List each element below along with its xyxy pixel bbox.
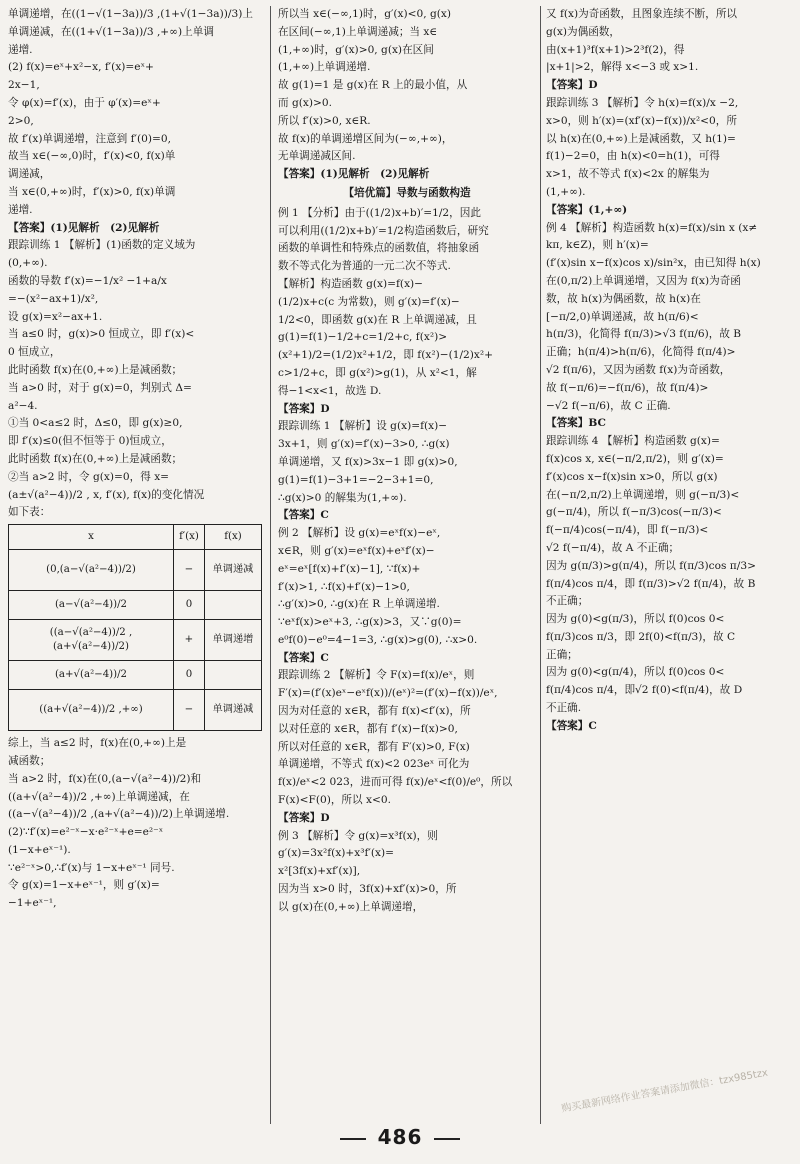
text-line: 当 x∈(0,+∞)时，f′(x)>0, f(x)单调: [8, 185, 176, 198]
text-line: 当 a≤0 时，g(x)>0 恒成立，即 f′(x)<: [8, 328, 195, 341]
text-line: h(π/3)，化简得 f(π/3)>√3 f(π/6)，故 B: [546, 328, 742, 341]
text-line: f′(x)cos x−f(x)sin x>0，所以 g(x): [546, 470, 718, 483]
text-line: 因为 g(0)<g(π/4)，所以 f(0)cos 0<: [546, 666, 725, 679]
column-middle: [278, 6, 536, 917]
text-line: g(−π/4)，所以 f(−π/3)cos(−π/3)<: [546, 506, 722, 519]
table-row: [9, 550, 262, 591]
text-line: (0,+∞).: [8, 257, 48, 270]
text-line: 【答案】D: [278, 811, 330, 824]
text-line: =−(x²−ax+1)/x²,: [8, 292, 99, 305]
table-row: [9, 591, 262, 620]
text-line: g(x)为偶函数，: [546, 25, 620, 38]
watermark: 购买最新网络作业答案请添加微信：tzx985tzx: [560, 1067, 769, 1115]
text-line: 故 g(1)=1 是 g(x)在 R 上的最小值，从: [278, 79, 468, 92]
text-line: 单调递减，在((1+√(1−3a))/3 ,+∞)上单调: [8, 25, 214, 38]
table-cell: (a−√(a²−4))/2: [9, 591, 174, 620]
text-line: ∵eˣf(x)>eˣ+3, ∴g(x)>3，又∵g(0)=: [278, 616, 462, 629]
text-line: 此时函数 f(x)在(0,+∞)上是减函数；: [8, 452, 183, 465]
text-line: F(x)<F(0)，所以 x<0.: [278, 794, 391, 807]
text-line: ∴g′(x)>0, ∴g(x)在 R 上单调递增.: [278, 598, 440, 611]
text-line: x∈R，则 g′(x)=eˣf(x)+eˣf′(x)−: [278, 544, 435, 557]
text-line: x>0，则 h′(x)=(xf′(x)−f(x))/x²<0，所: [546, 114, 737, 127]
text-line: 例 4 【解析】构造函数 h(x)=f(x)/sin x (x≠: [546, 221, 758, 234]
text-line: ∵e²⁻ˣ>0,∴f′(x)与 1−x+eˣ⁻¹ 同号.: [8, 861, 175, 874]
text-line: 所以当 x∈(−∞,1)时，g′(x)<0, g(x): [278, 8, 452, 20]
text-line: 递增.: [8, 203, 33, 216]
text-line: 无单调递减区间.: [278, 150, 356, 163]
table-row: [9, 661, 262, 690]
text-line: 所以 f′(x)>0, x∈R.: [278, 114, 371, 127]
text-line: c>1/2+c，即 g(x²)>g(1)，从 x²<1，解: [278, 366, 477, 379]
text-line: 可以利用((1/2)x+b)′=1/2构造函数后，研究: [278, 224, 489, 237]
text-line: 正确；: [546, 648, 578, 661]
text-line: (1−x+eˣ⁻¹).: [8, 843, 71, 856]
table-cell: +: [174, 620, 205, 661]
text-line: 得−1<x<1，故选 D.: [278, 384, 382, 397]
text-line: 故 f(x)的单调递增区间为(−∞,+∞)，: [278, 132, 453, 145]
text-line: 又 f(x)为奇函数，且图象连续不断，所以: [546, 8, 738, 20]
text-line: (x²+1)/2=(1/2)x²+1/2，即 f(x²)−(1/2)x²+: [278, 349, 494, 362]
text-line: (1,+∞)时，g′(x)>0, g(x)在区间: [278, 43, 434, 56]
text-line: 令 g(x)=1−x+eˣ⁻¹，则 g′(x)=: [8, 879, 160, 892]
text-line: eˣ=eˣ[f(x)+f′(x)−1], ∵f(x)+: [278, 562, 421, 575]
page-number: 486: [0, 1129, 800, 1146]
text-line: 2x−1,: [8, 79, 40, 92]
text-line: 如下表：: [8, 506, 51, 519]
table-row: [9, 690, 262, 731]
text-line: 不正确；: [546, 595, 589, 608]
text-line: −1+eˣ⁻¹,: [8, 897, 57, 910]
text-line: 函数的单调性和特殊点的函数值，将抽象函: [278, 242, 480, 255]
text-line: (2)∵f′(x)=e²⁻ˣ−x·e²⁻ˣ+e=e²⁻ˣ: [8, 826, 164, 839]
text-line: g′(x)=3x²f(x)+x³f′(x)=: [278, 847, 394, 860]
text-line: f(−π/4)cos(−π/4)，即 f(−π/3)<: [546, 524, 709, 537]
text-line: ((a−√(a²−4))/2 ,(a+√(a²−4))/2)上单调递增.: [8, 808, 230, 821]
table-cell: ((a−√(a²−4))/2 , (a+√(a²−4))/2): [9, 620, 174, 661]
text-line: 单调递增，又 f(x)>3x−1 即 g(x)>0,: [278, 455, 458, 468]
text-line: 【解析】构造函数 g(x)=f(x)−: [278, 277, 424, 290]
text-line: 函数的导数 f′(x)=−1/x² −1+a/x: [8, 274, 167, 287]
text-line: 不正确.: [546, 702, 582, 715]
text-line: 跟踪训练 2 【解析】令 F(x)=f(x)/eˣ，则: [278, 669, 475, 682]
text-line: 【答案】D: [278, 402, 330, 415]
text-line: 正确；h(π/4)>h(π/6)，化简得 f(π/4)>: [546, 346, 736, 359]
text-line: 当 a>2 时，f(x)在(0,(a−√(a²−4))/2)和: [8, 772, 202, 785]
text-line: 跟踪训练 3 【解析】令 h(x)=f(x)/x −2,: [546, 96, 739, 109]
column-divider: [270, 6, 271, 1124]
column-right: [546, 6, 792, 736]
text-line: ((a+√(a²−4))/2 ,+∞)上单调递减，在: [8, 790, 190, 803]
text-line: (a±√(a²−4))/2 , x, f′(x), f(x)的变化情况: [8, 488, 205, 501]
text-line: x>1，故不等式 f(x)<2x 的解集为: [546, 168, 710, 181]
text-line: 综上，当 a≤2 时，f(x)在(0,+∞)上是: [8, 737, 187, 750]
text-line: 例 2 【解析】设 g(x)=eˣf(x)−eˣ,: [278, 527, 441, 540]
text-line: 单调递增，在((1−√(1−3a))/3 ,(1+√(1−3a))/3)上: [8, 8, 253, 20]
table-cell: 单调递减: [204, 690, 261, 731]
text-line: ∴g(x)>0 的解集为(1,+∞).: [278, 491, 407, 504]
text-line: ②当 a>2 时，令 g(x)=0，得 x=: [8, 470, 170, 483]
text-line: 【答案】C: [278, 509, 329, 522]
text-line: 数不等式化为普通的一元二次不等式.: [278, 260, 451, 273]
text-line: x²[3f(x)+xf′(x)],: [278, 865, 361, 878]
table-cell: (0,(a−√(a²−4))/2): [9, 550, 174, 591]
table-header-cell: x: [9, 525, 174, 550]
text-line: 在区间(−∞,1)上单调递减；当 x∈: [278, 25, 438, 38]
text-line: 以对任意的 x∈R，都有 f′(x)−f(x)>0,: [278, 722, 458, 735]
text-line: 1/2<0，即函数 g(x)在 R 上单调递减，且: [278, 313, 477, 326]
text-line: 调递减，: [8, 168, 51, 181]
text-line: 以 g(x)在(0,+∞)上单调递增，: [278, 900, 424, 913]
text-line: 因为 g(0)<g(π/3)，所以 f(0)cos 0<: [546, 613, 725, 626]
text-line: 【答案】(1,+∞): [546, 203, 628, 216]
text-line: |x+1|>2，解得 x<−3 或 x>1.: [546, 61, 699, 74]
text-line: (1,+∞).: [546, 185, 586, 198]
table-cell: (a+√(a²−4))/2: [9, 661, 174, 690]
table-cell: ((a+√(a²−4))/2 ,+∞): [9, 690, 174, 731]
table-cell: 0: [174, 661, 205, 690]
text-line: 【答案】(1)见解析 (2)见解析: [8, 221, 160, 234]
text-line: 【答案】D: [546, 79, 598, 92]
text-line: f(1)−2=0，由 h(x)<0=h(1)，可得: [546, 150, 720, 163]
text-line: 例 1 【分析】由于((1/2)x+b)′=1/2，因此: [278, 206, 481, 219]
text-line: 因为当 x>0 时，3f(x)+xf′(x)>0，所: [278, 883, 457, 896]
text-line: f(x)/eˣ<2 023，进而可得 f(x)/eˣ<f(0)/e⁰，所以: [278, 776, 513, 789]
text-line: 3x+1，则 g′(x)=f′(x)−3>0, ∴g(x): [278, 438, 450, 451]
table-cell: [204, 661, 261, 690]
text-line: 跟踪训练 1 【解析】(1)函数的定义域为: [8, 239, 196, 252]
text-line: 因为对任意的 x∈R，都有 f(x)<f′(x)，所: [278, 705, 471, 718]
text-line: 递增.: [8, 43, 33, 56]
text-line: ①当 0<a≤2 时，Δ≤0，即 g(x)≥0,: [8, 417, 183, 430]
text-line: 跟踪训练 1 【解析】设 g(x)=f(x)−: [278, 420, 448, 433]
table-cell: [204, 591, 261, 620]
text-line: 【答案】BC: [546, 417, 606, 430]
text-line: kπ, k∈Z)，则 h′(x)=: [546, 239, 649, 252]
text-line: 2>0,: [8, 114, 34, 127]
text-line: (2) f(x)=eˣ+x²−x, f′(x)=eˣ+: [8, 61, 154, 74]
text-line: 设 g(x)=x²−ax+1.: [8, 310, 103, 323]
table-header-cell: f′(x): [174, 525, 205, 550]
text-line: 例 3 【解析】令 g(x)=x³f(x)，则: [278, 829, 438, 842]
text-line: g(1)=f(1)−3+1=−2−3+1=0,: [278, 473, 434, 486]
text-line: (f′(x)sin x−f(x)cos x)/sin²x，由已知得 h(x): [546, 257, 761, 270]
text-line: 即 f′(x)≤0(但不恒等于 0)恒成立，: [8, 435, 172, 448]
text-line: √2 f(π/6)，又因为函数 f(x)为奇函数，: [546, 363, 731, 376]
text-line: g(1)=f(1)−1/2+c=1/2+c, f(x²)>: [278, 331, 448, 344]
text-line: √2 f(−π/4)，故 A 不正确；: [546, 541, 680, 554]
table-cell: 0: [174, 591, 205, 620]
text-line: f′(x)>1, ∴f(x)+f′(x)−1>0,: [278, 580, 410, 593]
text-line: 【答案】(1)见解析 (2)见解析: [278, 168, 430, 181]
text-line: 此时函数 f(x)在(0,+∞)上是减函数；: [8, 363, 183, 376]
column-left: [8, 6, 266, 913]
table-cell: −: [174, 690, 205, 731]
text-line: 故 f′(x)单调递增，注意到 f′(0)=0,: [8, 132, 171, 145]
text-line: 在(0,π/2)上单调递增，又因为 f(x)为奇函: [546, 274, 741, 287]
table-cell: −: [174, 550, 205, 591]
text-line: f(x)cos x, x∈(−π/2,π/2)，则 g′(x)=: [546, 452, 724, 465]
text-line: F′(x)=(f′(x)eˣ−eˣf(x))/(eˣ)²=(f′(x)−f(x))/eˣ,: [278, 687, 498, 700]
text-line: 而 g(x)>0.: [278, 96, 332, 109]
text-line: (1,+∞)上单调递增.: [278, 61, 371, 74]
text-line: a²−4.: [8, 399, 38, 412]
variation-table: [8, 524, 262, 731]
text-line: 0 恒成立，: [8, 346, 61, 359]
text-line: e⁰f(0)−e⁰=4−1=3, ∴g(x)>g(0), ∴x>0.: [278, 633, 478, 646]
text-line: (1/2)x+c(c 为常数)，则 g′(x)=f′(x)−: [278, 295, 460, 308]
text-line: 因为 g(π/3)>g(π/4)，所以 f(π/3)cos π/3>: [546, 559, 756, 572]
text-line: 【答案】C: [278, 651, 329, 664]
text-line: 故 f(−π/6)=−f(π/6)，故 f(π/4)>: [546, 381, 709, 394]
section-title: 【培优篇】导数与函数构造: [343, 186, 471, 199]
text-line: 令 φ(x)=f′(x)，由于 φ′(x)=eˣ+: [8, 96, 161, 109]
text-line: −√2 f(−π/6)，故 C 正确.: [546, 399, 671, 412]
text-line: f(π/4)cos π/4，即 f(π/3)>√2 f(π/4)，故 B: [546, 577, 756, 590]
text-line: 以 h(x)在(0,+∞)上是减函数，又 h(1)=: [546, 132, 736, 145]
table-cell: 单调递减: [204, 550, 261, 591]
text-line: 跟踪训练 4 【解析】构造函数 g(x)=: [546, 435, 720, 448]
text-line: f(π/3)cos π/3，即 2f(0)<f(π/3)，故 C: [546, 630, 736, 643]
text-line: f(π/4)cos π/4，即√2 f(0)<f(π/4)，故 D: [546, 684, 743, 697]
table-cell: 单调递增: [204, 620, 261, 661]
column-divider: [540, 6, 541, 1124]
text-line: 由(x+1)³f(x+1)>2³f(2)，得: [546, 43, 685, 56]
text-line: 数，故 h(x)为偶函数，故 h(x)在: [546, 292, 701, 305]
table-row: [9, 620, 262, 661]
text-line: 在(−π/2,π/2)上单调递增，则 g(−π/3)<: [546, 488, 740, 501]
text-line: 单调递增，不等式 f(x)<2 023eˣ 可化为: [278, 758, 470, 771]
text-line: 【答案】C: [546, 719, 597, 732]
text-line: [−π/2,0)单调递减，故 h(π/6)<: [546, 310, 699, 323]
text-line: 减函数；: [8, 754, 51, 767]
text-line: 所以对任意的 x∈R，都有 F′(x)>0, F(x): [278, 740, 470, 753]
table-header-cell: f(x): [204, 525, 261, 550]
text-line: 故当 x∈(−∞,0)时，f′(x)<0, f(x)单: [8, 150, 176, 163]
text-line: 当 a>0 时，对于 g(x)=0，判别式 Δ=: [8, 381, 192, 394]
